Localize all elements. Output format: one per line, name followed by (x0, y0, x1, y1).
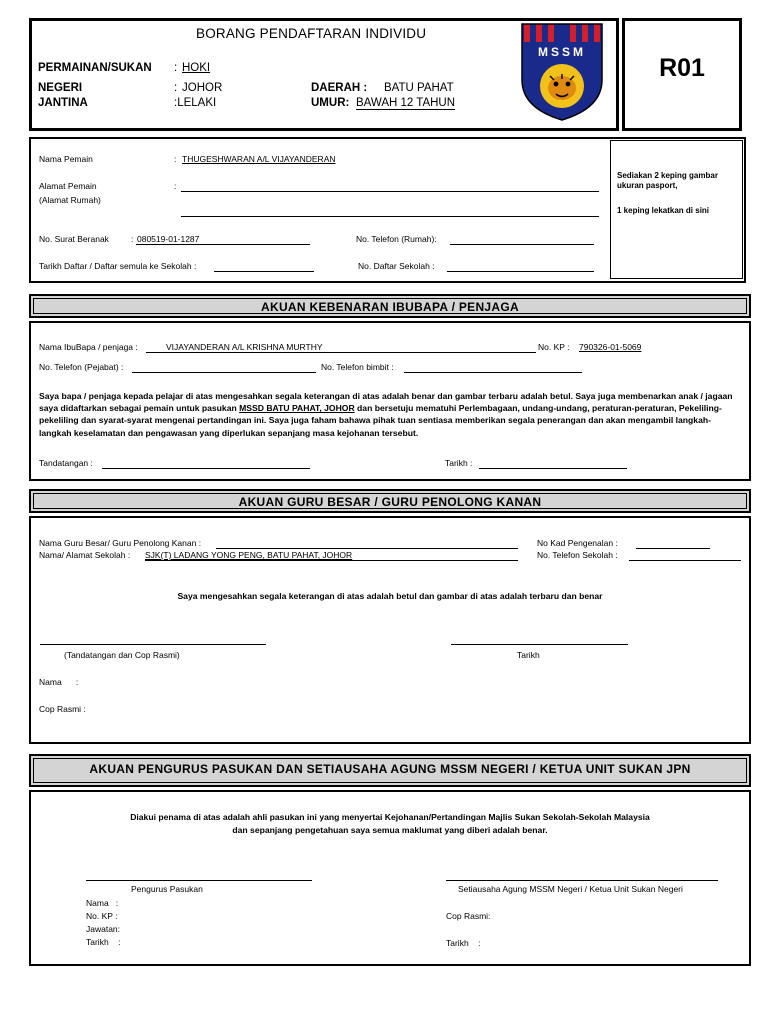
daerah-value: BATU PAHAT (384, 82, 454, 94)
manager-tarikh-right-field: Tarikh : (446, 938, 481, 948)
mssm-logo (520, 22, 604, 122)
nama-pemain-colon: : (174, 154, 177, 164)
surat-beranak-label: No. Surat Beranak (39, 234, 109, 244)
tarikh-daftar-label: Tarikh Daftar / Daftar semula ke Sekolah : (39, 261, 197, 271)
ic-guru-line[interactable] (636, 548, 710, 549)
negeri-colon: : (174, 82, 178, 94)
alamat-colon: : (174, 181, 177, 191)
headmaster-sign-line[interactable] (40, 644, 266, 645)
setiausaha-sign-line[interactable] (446, 880, 718, 881)
surat-beranak-colon: : (131, 234, 134, 244)
pengurus-caption: Pengurus Pasukan (131, 884, 203, 894)
tel-sekolah-line[interactable] (629, 560, 741, 561)
parent-declaration (39, 390, 739, 439)
manager-statement-1: Diakui penama di atas adalah ahli pasukan ini yang menyertai Kejohanan/Pertandingan Majlis Sukan Sekolah-Sekolah Malaysia (130, 812, 650, 822)
nama-guru-line[interactable] (216, 548, 518, 549)
sekolah-line[interactable] (145, 560, 518, 561)
tel-sekolah-label: No. Telefon Sekolah : (537, 550, 618, 560)
declaration-team: MSSD BATU PAHAT, JOHOR (239, 403, 355, 414)
manager-jawatan-field: Jawatan: (86, 924, 121, 934)
headmaster-sign-caption: (Tandatangan dan Cop Rasmi) (64, 650, 180, 660)
alamat-label: Alamat Pemain (39, 181, 97, 191)
form-code: R01 (659, 54, 705, 82)
logo-text: MSSM (538, 45, 586, 59)
tel-bimbit-label: No. Telefon bimbit : (321, 362, 394, 372)
no-daftar-label: No. Daftar Sekolah : (358, 261, 435, 271)
manager-heading-band (29, 754, 751, 787)
headmaster-tarikh-line[interactable] (451, 644, 628, 645)
surat-beranak-value: 080519-01-1287 (137, 234, 200, 244)
kp-value: 790326-01-5069 (579, 342, 642, 352)
parent-heading: AKUAN KEBENARAN IBUBAPA / PENJAGA (261, 300, 519, 314)
jantina-label: JANTINA (38, 97, 88, 109)
umur-label: UMUR: (311, 97, 350, 109)
tel-rumah-label: No. Telefon (Rumah): (356, 234, 437, 244)
tandatangan-line[interactable] (102, 468, 310, 469)
nama-pemain-value: THUGESHWARAN A/L VIJAYANDERAN (182, 154, 336, 164)
tel-pejabat-label: No. Telefon (Pejabat) : (39, 362, 124, 372)
manager-nama-field: Nama : (86, 898, 119, 908)
ic-guru-label: No Kad Pengenalan : (537, 538, 618, 548)
manager-kp-field: No. KP : (86, 911, 118, 921)
alamat-line-2[interactable] (181, 216, 599, 217)
headmaster-tarikh-caption: Tarikh (517, 650, 540, 660)
daerah-label: DAERAH : (311, 82, 368, 94)
manager-cop-field: Cop Rasmi: (446, 911, 491, 921)
alamat-line-1[interactable] (181, 191, 599, 192)
nama-ibubapa-value: VIJAYANDERAN A/L KRISHNA MURTHY (166, 342, 323, 352)
photo-note-2: 1 keping lekatkan di sini (617, 206, 710, 215)
permainan-colon: : (174, 62, 178, 74)
manager-tarikh-field: Tarikh : (86, 937, 121, 947)
nama-ibubapa-line[interactable] (146, 352, 536, 353)
tel-bimbit-line[interactable] (404, 372, 582, 373)
sekolah-value: SJK(T) LADANG YONG PENG, BATU PAHAT, JOHOR (145, 550, 353, 560)
negeri-value: JOHOR (182, 82, 223, 94)
sekolah-label: Nama/ Alamat Sekolah : (39, 550, 131, 560)
manager-statement-2: dan sepanjang pengetahuan saya semua maklumat yang diberi adalah benar. (232, 825, 548, 835)
tandatangan-label: Tandatangan : (39, 458, 93, 468)
negeri-label: NEGERI (38, 82, 83, 94)
surat-beranak-line[interactable] (136, 244, 310, 245)
headmaster-nama-field: Nama : (39, 677, 79, 687)
parent-tarikh-line[interactable] (479, 468, 627, 469)
headmaster-heading: AKUAN GURU BESAR / GURU PENOLONG KANAN (238, 495, 542, 509)
parent-heading-band (29, 294, 751, 318)
pengurus-sign-line[interactable] (86, 880, 312, 881)
tel-pejabat-line[interactable] (132, 372, 316, 373)
headmaster-heading-band (29, 489, 751, 513)
permainan-value: HOKI (182, 62, 211, 74)
no-daftar-line[interactable] (447, 271, 594, 272)
permainan-label: PERMAINAN/SUKAN (38, 62, 152, 74)
tel-rumah-line[interactable] (450, 244, 594, 245)
jantina-value: :LELAKI (174, 97, 217, 109)
umur-value: BAWAH 12 TAHUN (356, 97, 456, 109)
manager-heading: AKUAN PENGURUS PASUKAN DAN SETIAUSAHA AGUNG MSSM NEGERI / KETUA UNIT SUKAN JPN (89, 762, 691, 776)
declaration-part-2: dan bersetuju mematuhi Perlembagaan, undang-undang, peraturan-peraturan, Pekeliling-pekeliling dan syarat-syarat mengenai pertandingan ini. Saya juga faham bahawa pihak tuan sentiasa memberikan segala penerangan dan akan mengambil langkah-langkah keselamatan dan pengawasan yang diperlukan sepanjang masa kejohanan tersebut. (39, 403, 722, 438)
form-title: BORANG PENDAFTARAN INDIVIDU (196, 26, 427, 41)
parent-tarikh-label: Tarikh : (445, 458, 473, 468)
photo-note-1: Sediakan 2 keping gambar ukuran pasport, (617, 171, 718, 190)
declaration-part-1: Saya bapa / penjaga kepada pelajar di atas mengesahkan segala keterangan di atas adalah benar dan gambar terbaru adalah betul. Saya juga membenarkan anak / jagaan saya didaftarkan sebagai pemain untuk pasukan (39, 391, 733, 414)
setiausaha-caption: Setiausaha Agung MSSM Negeri / Ketua Unit Sukan Negeri (458, 884, 683, 894)
nama-pemain-label: Nama Pemain (39, 154, 93, 164)
nama-guru-label: Nama Guru Besar/ Guru Penolong Kanan : (39, 538, 202, 548)
nama-ibubapa-label: Nama IbuBapa / penjaga : (39, 342, 138, 352)
headmaster-cop-field: Cop Rasmi : (39, 704, 86, 714)
alamat-sub: (Alamat Rumah) (39, 195, 101, 205)
kp-label: No. KP : (538, 342, 570, 352)
headmaster-confirm: Saya mengesahkan segala keterangan di atas adalah betul dan gambar di atas adalah terbaru dan benar (177, 591, 603, 601)
tarikh-daftar-line[interactable] (214, 271, 314, 272)
headmaster-section (29, 516, 751, 744)
